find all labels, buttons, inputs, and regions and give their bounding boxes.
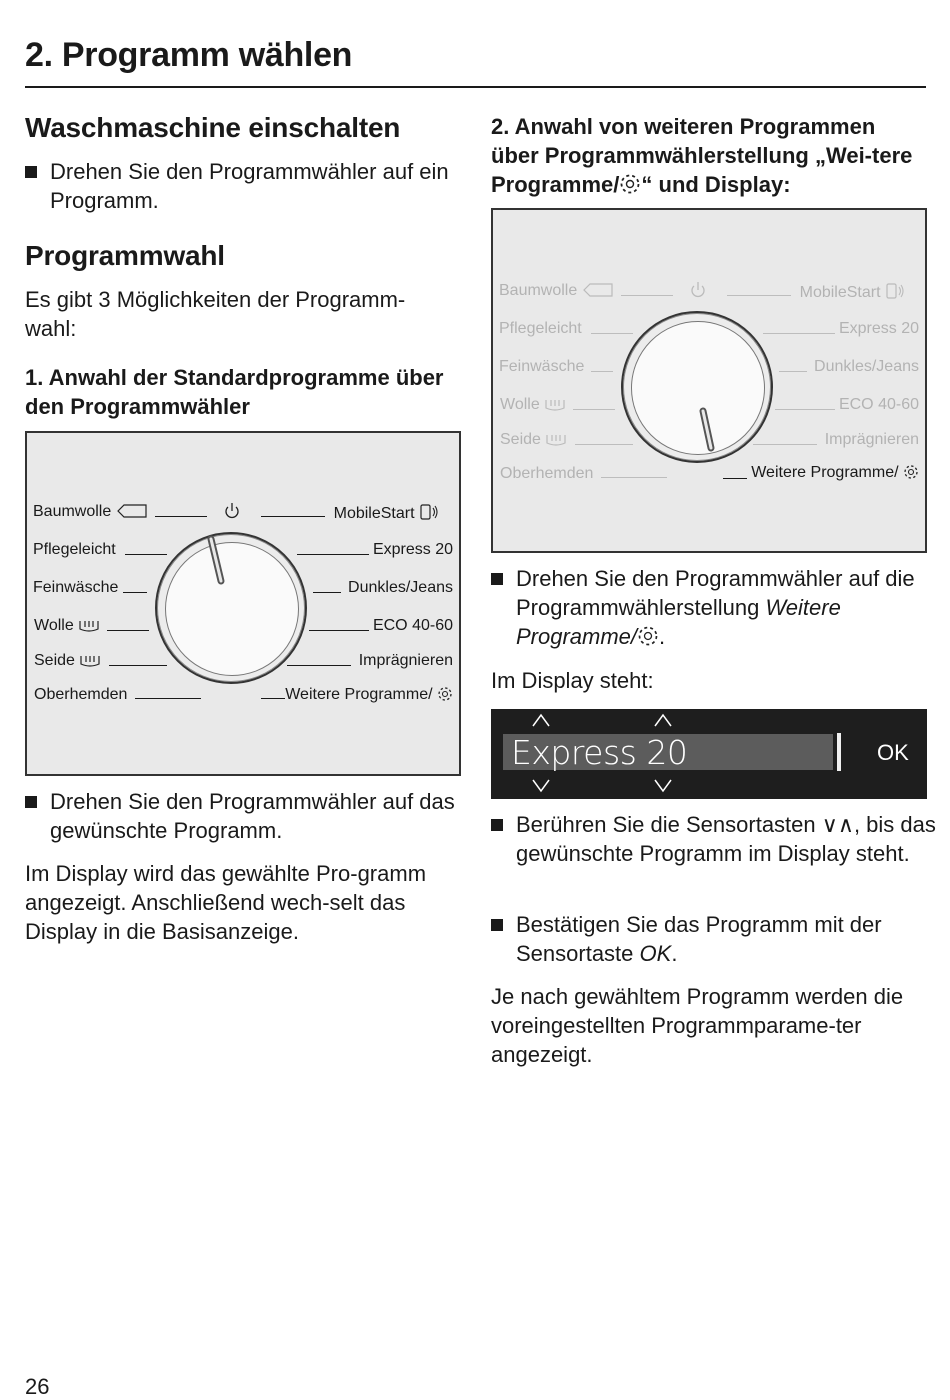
dial-labels-more [491, 208, 927, 553]
gear-icon [903, 464, 919, 480]
bullet-text: Berühren Sie die Sensortasten ∨∧, bis das gewünschte Programm im Display steht. [516, 812, 936, 866]
label-feinwaesche: Feinwäsche [499, 358, 585, 375]
chevron-up-icon[interactable] [531, 712, 551, 728]
bullet-confirm: Bestätigen Sie das Programm mit der Sensortaste OK. [491, 910, 950, 968]
label-oberhemden: Oberhemden [500, 465, 594, 482]
intro-text: Es gibt 3 Möglichkeiten der Programm-wahl: [25, 287, 406, 341]
label-wolle: Wolle [34, 617, 100, 635]
dial-pointer [25, 431, 461, 776]
label-seide: Seide [500, 431, 567, 449]
label-baumwolle: Baumwolle [499, 282, 614, 300]
bullet-square [491, 919, 503, 931]
wool-icon [544, 396, 566, 412]
wool-icon [545, 431, 567, 447]
dial-pointer [491, 208, 927, 553]
label-oberhemden: Oberhemden [34, 686, 128, 703]
subheading-standard: 1. Anwahl der Standardprogramme über den Programmwähler [25, 365, 444, 419]
label-impraegnieren: Imprägnieren [358, 652, 453, 669]
heading-program-select: Programmwahl [25, 240, 225, 271]
label-weitere-programme: Weitere Programme/ [285, 686, 453, 704]
chevron-down-icon[interactable] [653, 778, 673, 794]
subheading-more-programs: 2. Anwahl von weiteren Programmen über Programmwählerstellung „Wei-tere Programme/ “ und Display: [491, 114, 913, 197]
bullet-turn-dial [25, 787, 480, 845]
display-info-text: Im Display wird das gewählte Pro-gramm angezeigt. Anschließend wech-selt das Display in die Basisanzeige. [25, 861, 427, 944]
display-program-text: Express 20 [511, 733, 688, 772]
bullet-square [25, 796, 37, 808]
mobilestart-icon [885, 282, 905, 300]
label-wolle: Wolle [500, 396, 566, 414]
label-seide: Seide [34, 652, 101, 670]
label-eco-40-60: ECO 40-60 [838, 396, 919, 413]
label-baumwolle: Baumwolle [33, 503, 148, 521]
label-express-20: Express 20 [838, 320, 919, 337]
title-rule [25, 86, 926, 88]
mobilestart-icon [419, 503, 439, 521]
ok-button[interactable]: OK [877, 740, 909, 765]
bullet-text: Drehen Sie den Programmwähler auf ein Programm. [50, 159, 449, 213]
bullet-square [25, 166, 37, 178]
gear-icon [637, 625, 659, 647]
label-feinwaesche: Feinwäsche [33, 579, 119, 596]
label-mobilestart: MobileStart [800, 282, 905, 302]
display-scrollbar [837, 733, 841, 771]
cotton-icon [582, 282, 614, 298]
bullet-square [491, 819, 503, 831]
label-mobilestart: MobileStart [334, 503, 439, 523]
bullet-touch-sensors [491, 810, 950, 868]
bullet-turn-to-more: Drehen Sie den Programmwähler auf die Programmwählerstellung Weitere Programme/ . [491, 564, 950, 651]
bullet-square [491, 573, 503, 585]
page-number: 26 [25, 1374, 50, 1399]
bullet-switch-on [25, 157, 480, 215]
label-dunkles-jeans: Dunkles/Jeans [348, 579, 453, 596]
display-panel [491, 709, 927, 799]
chevron-down-icon[interactable] [531, 778, 551, 794]
label-dunkles-jeans: Dunkles/Jeans [814, 358, 919, 375]
label-eco-40-60: ECO 40-60 [372, 617, 453, 634]
gear-icon [619, 173, 641, 195]
page-title: 2. Programm wählen [25, 36, 353, 74]
label-pflegeleicht: Pflegeleicht [33, 541, 116, 558]
gear-icon [437, 686, 453, 702]
display-says-text: Im Display steht: [491, 668, 654, 693]
cotton-icon [116, 503, 148, 519]
wool-icon [79, 652, 101, 668]
label-express-20: Express 20 [372, 541, 453, 558]
label-pflegeleicht: Pflegeleicht [499, 320, 582, 337]
bullet-text: Drehen Sie den Programmwähler auf das gewünschte Programm. [50, 789, 455, 843]
chevron-up-icon[interactable] [653, 712, 673, 728]
dial-labels-standard [25, 431, 461, 776]
wool-icon [78, 617, 100, 633]
heading-switch-on: Waschmaschine einschalten [25, 112, 401, 143]
power-icon [226, 503, 238, 517]
parameters-text: Je nach gewähltem Programm werden die voreingestellten Programmparame-ter angezeigt. [491, 984, 904, 1067]
label-weitere-programme-selected: Weitere Programme/ [751, 464, 919, 482]
power-icon [692, 282, 704, 296]
label-impraegnieren: Imprägnieren [824, 431, 919, 448]
